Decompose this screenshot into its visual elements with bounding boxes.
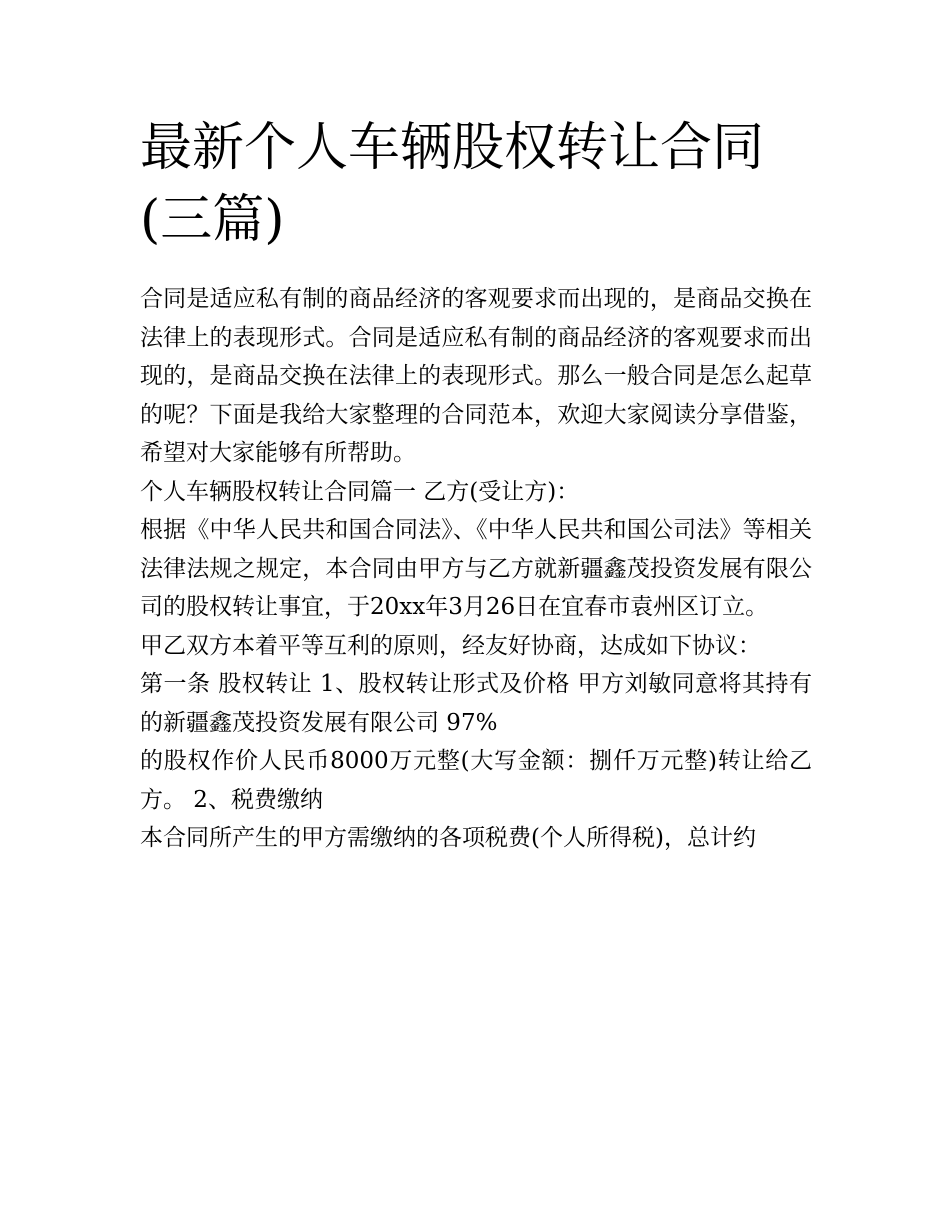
- paragraph-intro: 合同是适应私有制的商品经济的客观要求而出现的，是商品交换在法律上的表现形式。合同是适应私有制的商品经济的客观要求而出现的，是商品交换在法律上的表现形式。那么一般合同是怎么起草的呢？下面是我给大家整理的合同范本，欢迎大家阅读分享借鉴，希望对大家能够有所帮助。: [140, 286, 812, 466]
- paragraph-article-one: 第一条 股权转让 1、股权转让形式及价格 甲方刘敏同意将其持有的新疆鑫茂投资发展有限公司 97%: [140, 671, 812, 736]
- paragraph-transfer-price: 的股权作价人民币8000万元整(大写金额：捌仟万元整)转让给乙方。 2、税费缴纳: [140, 748, 812, 813]
- paragraph-agreement: 甲乙双方本着平等互利的原则，经友好协商，达成如下协议：: [140, 632, 761, 659]
- document-body: [140, 280, 812, 858]
- paragraph-legal-basis: 根据《中华人民共和国合同法》、《中华人民共和国公司法》等相关法律法规之规定，本合同由甲方与乙方就新疆鑫茂投资发展有限公司的股权转让事宜，于20xx年3月26日在宜春市袁州区订立。: [140, 517, 812, 620]
- paragraph-taxes: 本合同所产生的甲方需缴纳的各项税费(个人所得税)，总计约: [140, 825, 756, 851]
- document-title: 最新个人车辆股权转让合同(三篇): [140, 118, 765, 250]
- paragraph-section-heading: 个人车辆股权转让合同篇一 乙方(受让方)：: [140, 478, 580, 505]
